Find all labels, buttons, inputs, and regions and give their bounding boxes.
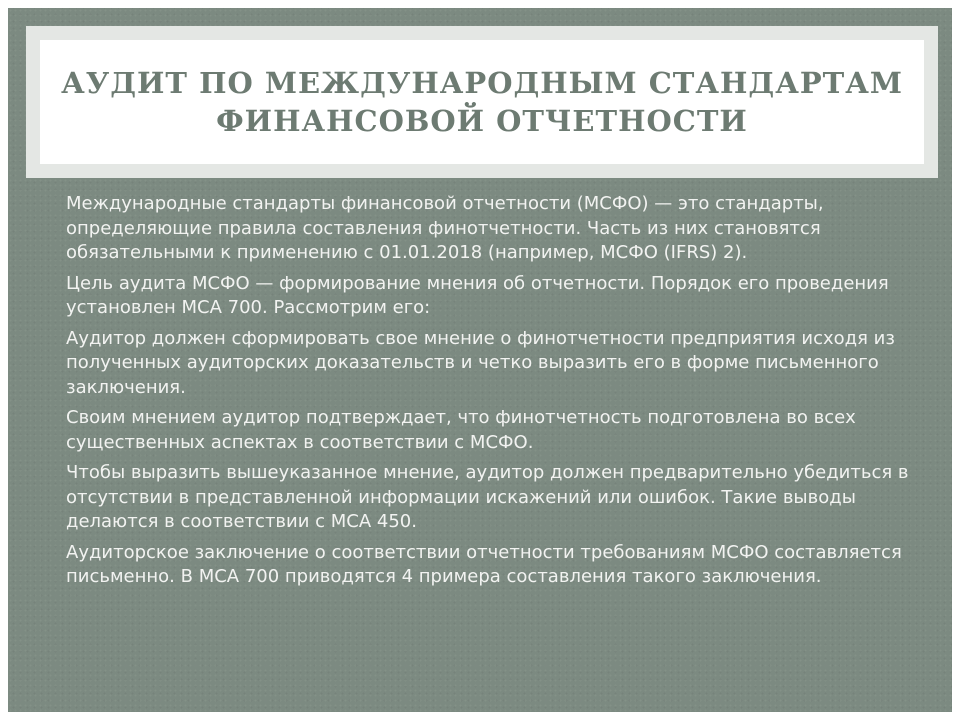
slide-title-line-2: ФИНАНСОВОЙ ОТЧЕТНОСТИ [216,104,748,138]
body-paragraph-6: Аудиторское заключение о соответствии отчетности требованиям МСФО составляется письменно. В МСА 700 приводятся 4 примера составления такого заключения. [66,541,902,587]
body-paragraph-5: Чтобы выразить вышеуказанное мнение, аудитор должен предварительно убедиться в отсутствии в представленной информации искажений или ошибок. Такие выводы делаются в соответствии с МСА 450. [66,462,909,532]
slide-title [41,64,923,140]
title-box [40,40,924,164]
body-paragraph-3: Аудитор должен сформировать свое мнение о финотчетности предприятия исходя из полученных аудиторских доказательств и четко выразить его в форме письменного заключения. [66,327,895,398]
body-paragraph-2: Цель аудита МСФО — формирование мнения об отчетности. Порядок его проведения установлен МСА 700. Рассмотрим его: [66,272,889,318]
slide [8,8,952,712]
slide-body [66,192,916,596]
body-paragraph-4: Своим мнением аудитор подтверждает, что финотчетность подготовлена во всех существенных аспектах в соответствии с МСФО. [66,407,856,453]
slide-title-line-1: АУДИТ ПО МЕЖДУНАРОДНЫМ СТАНДАРТАМ [61,66,903,100]
body-paragraph-1: Международные стандарты финансовой отчетности (МСФО) — это стандарты, определяющие правила составления финотчетности. Часть из них становятся обязательными к применению с 01.01.2018 (например, МСФО (IFRS) 2). [66,193,824,263]
